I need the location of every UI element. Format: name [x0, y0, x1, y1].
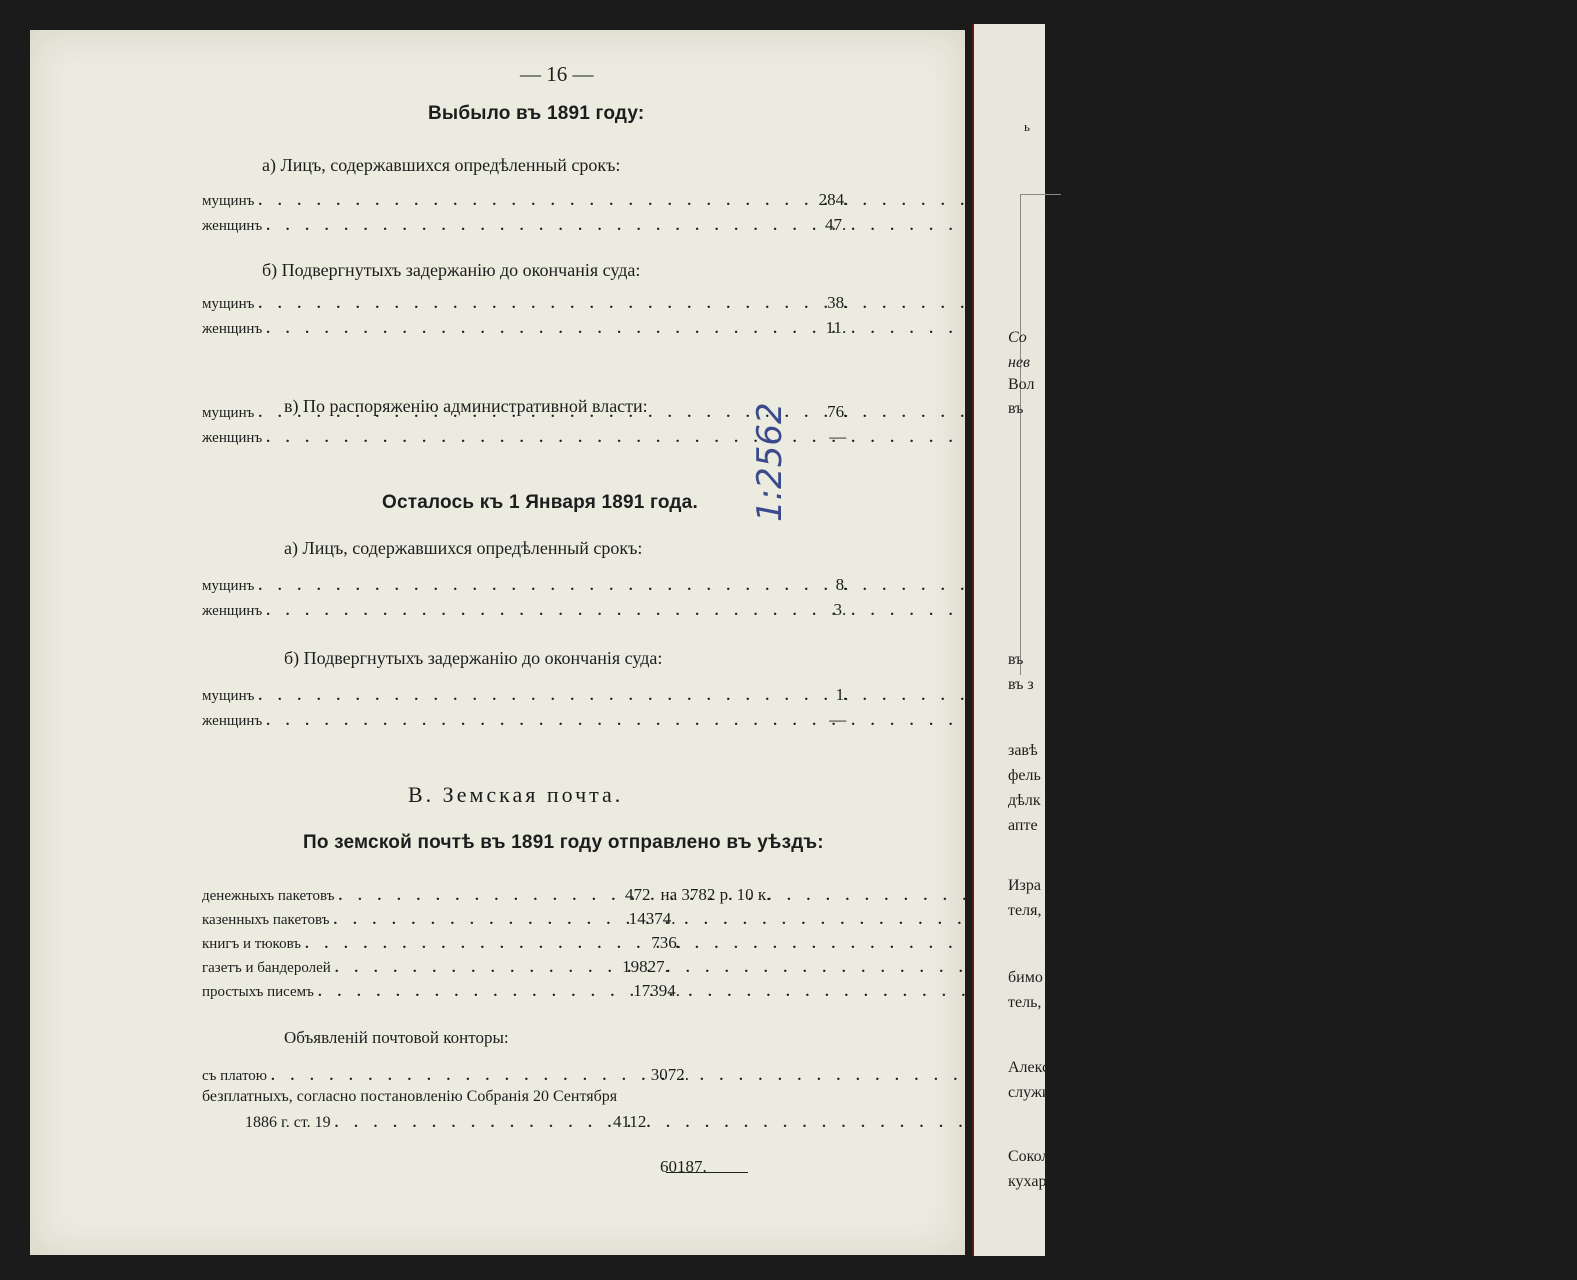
table-row	[202, 575, 848, 595]
row-label: мущинъ	[202, 688, 255, 704]
text-fragment: служи	[1008, 1084, 1051, 1101]
page-number: — 16 —	[520, 62, 594, 86]
departed-title: Выбыло въ 1891 году:	[428, 103, 645, 124]
leader-dots	[338, 888, 596, 905]
row-value: 14374.	[628, 909, 676, 928]
row-label: съ платою	[202, 1068, 268, 1084]
leader-dots	[335, 960, 601, 977]
departed-a-heading: а) Лицъ, содержавшихся опредѣленный срокъ:	[262, 155, 621, 175]
row-label: женщинъ	[202, 430, 263, 446]
post-title: По земской почтѣ въ 1891 году отправлено въ уѣздъ:	[303, 832, 824, 853]
ads-heading: Объявленій почтовой конторы:	[284, 1028, 509, 1047]
text-fragment: теля,	[1008, 902, 1042, 919]
text-fragment: Сокол	[1008, 1148, 1050, 1165]
table-row	[202, 190, 848, 210]
leader-dots	[335, 1115, 595, 1132]
text-fragment: апте	[1008, 817, 1038, 834]
ads-free-label: безплатныхъ, согласно постановленію Собранія 20 Сентября	[202, 1088, 618, 1105]
table-row	[245, 1112, 651, 1132]
section-title: В. Земская почта.	[408, 782, 624, 807]
leader-dots	[258, 578, 798, 595]
row-value: 3.	[833, 600, 847, 619]
departed-b-heading: б) Подвергнутыхъ задержанію до окончанія суда:	[262, 260, 641, 280]
table-row	[202, 318, 846, 338]
text-fragment: въ	[1008, 400, 1024, 417]
row-label: женщинъ	[202, 321, 263, 337]
table-row	[202, 685, 848, 705]
row-value: 17394.	[633, 981, 680, 1000]
leader-dots	[333, 912, 611, 929]
text-fragment: Изра	[1008, 877, 1041, 894]
table-row	[202, 885, 770, 905]
row-value: 47.	[824, 215, 847, 234]
row-value: 4112.	[613, 1112, 651, 1131]
leader-dots	[258, 688, 798, 705]
table-frame	[1020, 194, 1061, 675]
row-label: казенныхъ пакетовъ	[202, 912, 330, 928]
leader-dots	[305, 936, 617, 953]
row-label: денежныхъ пакетовъ	[202, 888, 335, 904]
leader-dots	[271, 1068, 635, 1085]
row-value: 1.	[835, 685, 849, 704]
row-extra: на 3782 р. 10 к.	[660, 885, 771, 904]
leader-dots	[258, 405, 798, 422]
remaining-title: Осталось къ 1 Января 1891 года.	[382, 492, 698, 513]
row-value: 19827.	[622, 957, 669, 976]
text-fragment: фель	[1008, 767, 1041, 784]
leader-dots	[266, 603, 796, 620]
row-value: 11.	[825, 318, 847, 337]
text-fragment: завѣ	[1008, 742, 1038, 759]
text-fragment: Алекс	[1008, 1059, 1050, 1076]
text-fragment: нев	[1008, 354, 1030, 371]
table-row	[202, 293, 848, 313]
row-label: мущинъ	[202, 296, 255, 312]
text-fragment: ь	[1024, 119, 1030, 134]
text-fragment: Вол	[1008, 376, 1035, 393]
row-value: 472	[624, 885, 651, 904]
remaining-b-heading: б) Подвергнутыхъ задержанію до окончанія суда:	[284, 648, 663, 668]
remaining-a-heading: а) Лицъ, содержавшихся опредѣленный срокъ:	[284, 538, 643, 558]
text-fragment: бимо	[1008, 969, 1043, 986]
document-page	[30, 30, 965, 1255]
next-page-edge	[972, 24, 1051, 1256]
row-value: 8.	[835, 575, 849, 594]
leader-dots	[318, 984, 616, 1001]
row-label: мущинъ	[202, 405, 255, 421]
handwritten-inventory-number: 1:2562	[750, 402, 790, 522]
table-row	[202, 710, 846, 730]
table-row	[202, 215, 846, 235]
table-row	[202, 933, 681, 953]
post-total: 60187.	[660, 1157, 707, 1176]
row-value: 76.	[827, 402, 849, 421]
row-label: мущинъ	[202, 578, 255, 594]
text-fragment: въ з	[1008, 676, 1034, 693]
row-label: книгъ и тюковъ	[202, 936, 302, 952]
row-label: женщинъ	[202, 713, 263, 729]
text-fragment: въ	[1008, 651, 1024, 668]
row-value: —	[829, 427, 847, 446]
leader-dots	[266, 713, 796, 730]
row-value: 3072.	[650, 1065, 690, 1084]
row-value: —	[829, 710, 847, 729]
row-label: женщинъ	[202, 218, 263, 234]
row-value: 38.	[827, 293, 849, 312]
leader-dots	[258, 193, 798, 210]
row-label: газетъ и бандеролей	[202, 960, 331, 976]
leader-dots	[258, 296, 798, 313]
row-label: 1886 г. ст. 19	[245, 1114, 331, 1131]
table-row	[202, 1065, 689, 1085]
table-row	[202, 957, 669, 977]
row-value: 284.	[818, 190, 849, 209]
row-label: мущинъ	[202, 193, 255, 209]
table-row	[202, 600, 846, 620]
departed-c-heading: в) По распоряженію административной власти:	[284, 396, 648, 416]
text-fragment: Со	[1008, 329, 1027, 346]
table-row	[202, 981, 680, 1001]
leader-dots	[266, 430, 796, 447]
table-row	[202, 909, 675, 929]
text-fragment: дѣлк	[1008, 792, 1041, 809]
leader-dots	[266, 218, 796, 235]
row-value: 736.	[651, 933, 682, 952]
text-fragment: кухар	[1008, 1173, 1047, 1190]
text-fragment: тель,	[1008, 994, 1042, 1011]
row-label: простыхъ писемъ	[202, 984, 314, 1000]
row-label: женщинъ	[202, 603, 263, 619]
leader-dots	[266, 321, 796, 338]
